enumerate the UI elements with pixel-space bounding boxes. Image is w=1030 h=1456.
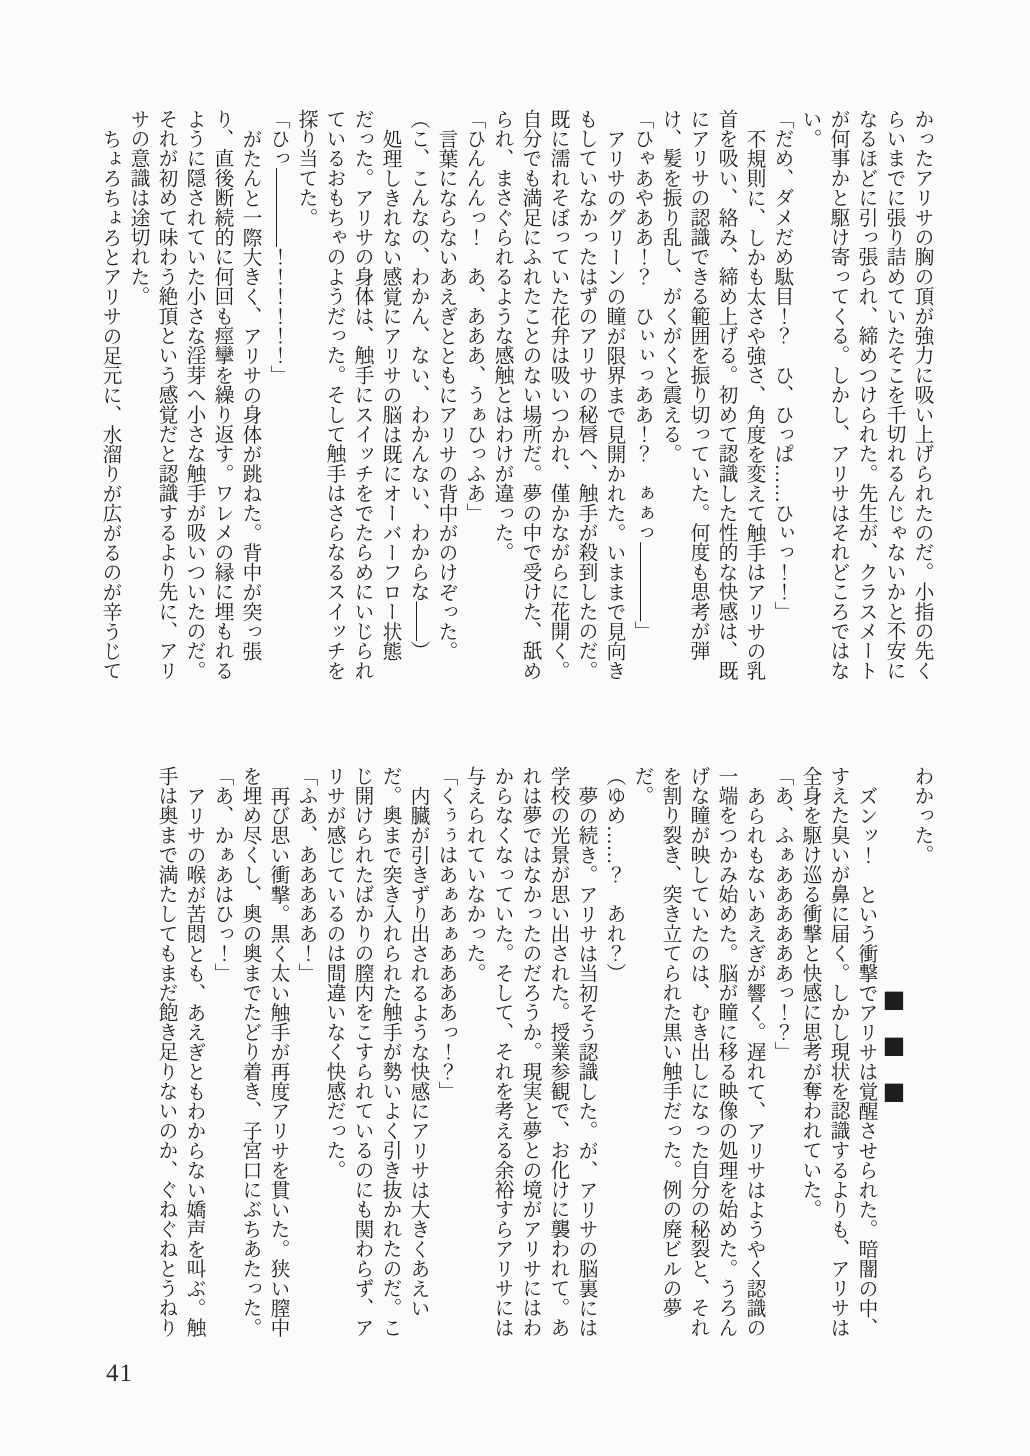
text-paragraph: （ゆめ……？ あれ？）: [603, 766, 625, 983]
text-paragraph: ズンッ！ という衝撃でアリサは覚醒させられた。暗闇の中、すえた臭いが鼻に届く。しかし現状を認識するよりも、アリサは全身を駆け巡る衝撃と快感に思考が奪われていた。: [799, 766, 877, 1338]
text-block-bottom: [152, 766, 936, 1341]
text-paragraph: 処理しきれない感覚にアリサの脳は既にオーバーフロー状態だった。アリサの身体は、触手にスイッチをでたらめにいじられているおもちゃのようだった。そして触手はさらなるスイッチを探り当てた。: [295, 109, 401, 681]
text-paragraph: アリサの喉が苦悶とも、あえぎともわからない嬌声を叫ぶ。触手は奥まで満たしてもまだ飽き足りないのか、ぐねぐねとうねり: [155, 766, 205, 1338]
text-paragraph: 「くぅぅはあぁあぁああああっ！？」: [435, 766, 457, 1101]
text-paragraph: ちょろちょろとアリサの足元に、水溜りが広がるのが辛うじて: [99, 128, 121, 681]
text-block-top: [96, 109, 936, 684]
black-square-icon: ■: [880, 984, 908, 1031]
text-paragraph: 夢の続き。アリサは当初そう認識した。が、アリサの脳裏には学校の光景が思い出された。授業参観で、お化けに襲われて。あれは夢ではなかったのだろうか。現実と夢との境がアリサにはわからなくなっていた。そして、それを考える余裕すらアリサには与えられていなかった。: [463, 766, 597, 1338]
text-paragraph: 「ひゃあやああ！？ ひぃぃっああ！？ ぁぁっ――――」: [631, 109, 653, 641]
text-paragraph: 「あ、かぁあはひっ！」: [211, 766, 233, 983]
text-paragraph: アリサのグリーンの瞳が限界まで見開かれた。いままで見向きもしていなかったはずのアリサの秘唇へ、触手が殺到したのだ。既に濡れそぼっていた花弁は吸いつかれ、僅かながらに花開く。自分でも満足にふれたことのない場所だ。夢の中で受けた、舐められ、まさぐられるような感触とはわけが違った。: [491, 109, 625, 681]
text-paragraph: 「ひんんんっ！ あ、あああ、うぁひっふあ」: [463, 109, 485, 523]
black-square-icon: ■: [880, 1030, 908, 1077]
text-paragraph: （こ、こんなの、わかん、ない、わかんない、わからな――）: [407, 109, 429, 661]
text-paragraph: かったアリサの胸の頂が強力に吸い上げられたのだ。小指の先くらいまでに張り詰めていたそこを千切れるんじゃないかと不安になるほどに引っ張られ、締めつけられた。先生が、クラスメートが何事かと駆け寄ってくる。しかし、アリサはそれどころではない。: [799, 109, 933, 681]
text-paragraph: 再び思い衝撃。黒く太い触手が再度アリサを貫いた。狭い膣中を埋め尽くし、奥の奥までたどり着き、子宮口にぶちあたった。: [239, 766, 289, 1338]
text-paragraph: 「あ、ふぁああああああっ！？」: [771, 766, 793, 1062]
text-paragraph: わかった。: [911, 766, 933, 865]
text-paragraph: がたんと一際大きく、アリサの身体が跳ねた。背中が突っ張り、直後断続的に何回も痙攣を繰り返す。ワレメの縁に埋もれるように隠されていた小さな淫芽へ小さな触手が吸いついたのだ。それが初めて味わう絶頂という感覚だと認識するより先に、アリサの意識は途切れた。: [127, 109, 261, 681]
text-paragraph: 言葉にならないあえぎとともにアリサの背中がのけぞった。: [435, 128, 457, 661]
text-paragraph: 内臓が引きずり出されるような快感にアリサは大きくあえいだ。奥まで突き入れられた触手が勢いよく引き抜かれたのだ。こじ開けられたばかりの膣内をこすられているのにも関わらず、アリサが感じているのは間違いなく快感だった。: [323, 766, 429, 1338]
text-paragraph: 「ひっ――――！！！！！！」: [267, 109, 289, 385]
text-paragraph: 不規則に、しかも太さや強さ、角度を変えて触手はアリサの乳首を吸い、絡み、締め上げる。初めて認識した性的な快感は、既にアリサの認識できる範囲を振り切っていた。何度も思考が弾け、髪を振り乱し、がくがくと震える。: [659, 109, 765, 681]
text-paragraph: あられもないあえぎが響く。遅れて、アリサはようやく認識の一端をつかみ始めた。脳が瞳に移る映像の処理を始めた。うろんげな瞳が映していたのは、むき出しになった自分の秘裂と、それを割り裂き、突き立てられた黒い触手だった。例の廃ビルの夢だ。: [631, 766, 765, 1338]
black-square-icon: ■: [880, 1076, 908, 1123]
text-paragraph: 「ふあ、あああああ！」: [295, 766, 317, 983]
page-number: 41: [106, 1360, 133, 1387]
text-paragraph: 「だめ、ダメだめ駄目！？ ひ、ひっぱ……ひぃっ！！」: [771, 109, 793, 622]
section-divider: [880, 766, 908, 1341]
